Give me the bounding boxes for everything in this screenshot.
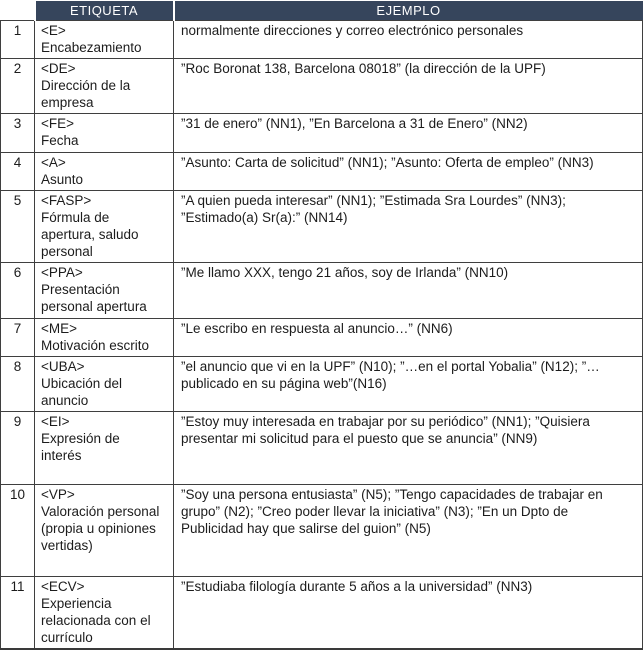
tag-label: Presentación personal apertura (41, 282, 147, 314)
etiqueta-cell (35, 59, 174, 114)
ejemplo-cell: ”Estudiaba filología durante 5 años a la universidad” (NN3) (174, 577, 643, 650)
tag-code: <VP> (41, 487, 75, 502)
tag-code: <E> (41, 23, 66, 38)
tag-label: Valoración personal (propia u opiniones vertidas) (41, 504, 160, 553)
row-number: 2 (1, 59, 35, 114)
etiqueta-cell (35, 191, 174, 263)
table-row (1, 263, 643, 319)
etiqueta-cell (35, 412, 174, 485)
table-row (1, 412, 643, 485)
etiqueta-cell (35, 21, 174, 59)
table-row (1, 114, 643, 153)
ejemplo-cell: ”el anuncio que vi en la UPF” (N10); ”…en el portal Yobalia” (N12); ”…publicado en su página web”(N16) (174, 357, 643, 412)
row-number: 5 (1, 191, 35, 263)
tag-label: Fecha (41, 133, 79, 148)
row-number: 9 (1, 412, 35, 485)
etiqueta-cell (35, 114, 174, 153)
tag-code: <DE> (41, 61, 76, 76)
etiqueta-cell (35, 319, 174, 357)
table-row (1, 485, 643, 577)
table-row (1, 357, 643, 412)
tag-code: <UBA> (41, 359, 85, 374)
header-row (1, 1, 643, 21)
tag-label: Asunto (41, 172, 84, 187)
tag-code: <FASP> (41, 193, 92, 208)
tag-code: <A> (41, 155, 66, 170)
table-row (1, 59, 643, 114)
header-etiqueta: ETIQUETA (35, 1, 174, 21)
row-number: 7 (1, 319, 35, 357)
ejemplo-cell: ”31 de enero” (NN1), ”En Barcelona a 31 de Enero” (NN2) (174, 114, 643, 153)
ejemplo-cell: ”Estoy muy interesada en trabajar por su periódico” (NN1); ”Quisiera presentar mi solicitud para el puesto que se anuncia” (NN9) (174, 412, 643, 485)
table-row (1, 577, 643, 650)
table-row (1, 153, 643, 191)
tag-code: <FE> (41, 116, 75, 131)
etiqueta-cell (35, 263, 174, 319)
ejemplo-cell: ”Asunto: Carta de solicitud” (NN1); ”Asunto: Oferta de empleo” (NN3) (174, 153, 643, 191)
etiqueta-cell (35, 485, 174, 577)
ejemplo-cell: ”A quien pueda interesar” (NN1); ”Estimada Sra Lourdes” (NN3); ”Estimado(a) Sr(a):” (NN14) (174, 191, 643, 263)
tag-code: <ME> (41, 321, 78, 336)
tag-code: <EI> (41, 414, 70, 429)
tag-label: Expresión de interés (41, 431, 120, 463)
tag-label: Encabezamiento (41, 40, 142, 55)
row-number: 11 (1, 577, 35, 650)
table-row (1, 319, 643, 357)
header-ejemplo: EJEMPLO (174, 1, 643, 21)
header-corner-cell (1, 1, 35, 21)
row-number: 10 (1, 485, 35, 577)
tag-label: Motivación escrito (41, 338, 150, 353)
etiqueta-cell (35, 577, 174, 650)
table-row (1, 191, 643, 263)
tag-label: Experiencia relacionada con el currículo (41, 596, 151, 645)
tag-code: <PPA> (41, 265, 83, 280)
tag-code: <ECV> (41, 579, 85, 594)
ejemplo-cell: ”Me llamo XXX, tengo 21 años, soy de Irlanda” (NN10) (174, 263, 643, 319)
ejemplo-cell: normalmente direcciones y correo electrónico personales (174, 21, 643, 59)
ejemplo-cell: ”Le escribo en respuesta al anuncio…” (NN6) (174, 319, 643, 357)
table-row (1, 21, 643, 59)
row-number: 4 (1, 153, 35, 191)
row-number: 6 (1, 263, 35, 319)
row-number: 3 (1, 114, 35, 153)
ejemplo-cell: ”Soy una persona entusiasta” (N5); ”Tengo capacidades de trabajar en grupo” (N2); ”Creo poder llevar la iniciativa” (N3); ”En un Dpto de Publicidad hay que salirse del guion” (N5) (174, 485, 643, 577)
etiqueta-cell (35, 153, 174, 191)
row-number: 8 (1, 357, 35, 412)
row-number: 1 (1, 21, 35, 59)
ejemplo-cell: ”Roc Boronat 138, Barcelona 08018” (la dirección de la UPF) (174, 59, 643, 114)
tag-label: Dirección de la empresa (41, 78, 131, 110)
tag-label: Ubicación del anuncio (41, 376, 123, 408)
tag-label: Fórmula de apertura, saludo personal (41, 210, 139, 259)
etiqueta-cell (35, 357, 174, 412)
